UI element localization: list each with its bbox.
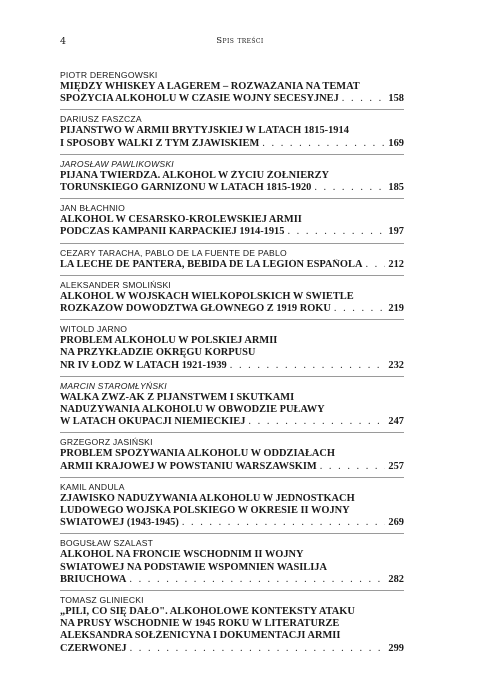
entry-page-number: 282 [388, 573, 404, 585]
entry-title-line: ŚWIATOWEJ NA PODSTAWIE WSPOMNIEŃ WASILIJA [60, 561, 327, 573]
toc-entry [60, 324, 404, 372]
entry-divider [60, 154, 404, 155]
entry-divider [60, 590, 404, 591]
entry-title-text: ARMII KRAJOWEJ W POWSTANIU WARSZAWSKIM [60, 460, 317, 472]
table-of-contents [60, 70, 404, 655]
dot-leader [320, 461, 386, 473]
page-header [60, 36, 420, 50]
entry-page-number: 219 [388, 303, 404, 315]
entry-page-number: 247 [388, 416, 404, 428]
entry-page-number: 185 [388, 182, 404, 194]
entry-title-text: PODCZAS KAMPANII KARPACKIEJ 1914-1915 [60, 226, 285, 238]
entry-divider [60, 432, 404, 433]
entry-author: DARIUSZ FASZCZA [60, 114, 142, 125]
toc-entry [60, 114, 404, 149]
entry-title-line: WALKA ZWZ-AK Z PIJAŃSTWEM I SKUTKAMI [60, 391, 295, 403]
toc-entry [60, 595, 404, 655]
entry-title-line: NADUŻYWANIA ALKOHOLU W OBWODZIE PUŁAWY [60, 404, 325, 416]
entry-title-text: NR IV ŁÓDŹ W LATACH 1921-1939 [60, 359, 227, 371]
entry-title-line: ALKOHOL NA FRONCIE WSCHODNIM II WOJNY [60, 549, 304, 561]
dot-leader [248, 416, 385, 428]
entry-title-text: LA LECHE DE PANTERA, BEBIDA DE LA LEGIÓN ESPAÑOLA [60, 258, 363, 270]
entry-title-text: ŚWIATOWEJ (1943-1945) [60, 517, 179, 529]
entry-title-line: NA PRZYKŁADZIE OKRĘGU KORPUSU [60, 347, 256, 359]
entry-author: CEZARY TARACHA, PABLO DE LA FUENTE DE PABLO [60, 247, 287, 258]
entry-divider [60, 376, 404, 377]
entry-divider [60, 533, 404, 534]
entry-divider [60, 198, 404, 199]
entry-title-line: ALKOHOL W CESARSKO-KRÓLEWSKIEJ ARMII [60, 214, 302, 226]
page-number: 4 [60, 36, 67, 47]
entry-title-line: ZJAWISKO NADUŻYWANIA ALKOHOLU W JEDNOSTKACH [60, 492, 355, 504]
dot-leader [287, 226, 385, 238]
dot-leader [182, 517, 386, 529]
running-head: Spis treści [216, 36, 264, 46]
entry-divider [60, 109, 404, 110]
entry-divider [60, 275, 404, 276]
entry-title-line [60, 182, 404, 194]
dot-leader [129, 574, 385, 586]
entry-page-number: 169 [388, 137, 404, 149]
entry-divider [60, 319, 404, 320]
entry-author: PIOTR DERENGOWSKI [60, 70, 158, 80]
entry-author: TOMASZ GLINIECKI [60, 595, 144, 606]
entry-page-number: 257 [388, 460, 404, 472]
entry-divider [60, 477, 404, 478]
entry-title-line [60, 643, 404, 655]
dot-leader [314, 182, 385, 194]
entry-page-number: 158 [388, 93, 404, 105]
toc-entry [60, 248, 404, 271]
entry-title-line [60, 138, 404, 150]
entry-title-line: PIJANA TWIERDZA. ALKOHOL W ŻYCIU ŻOŁNIERZY [60, 169, 330, 181]
entry-title-line: PROBLEM ALKOHOLU W POLSKIEJ ARMII [60, 335, 278, 347]
toc-entry [60, 159, 404, 194]
entry-title-text: I SPOSOBY WALKI Z TYM ZJAWISKIEM [60, 137, 260, 149]
dot-leader [334, 303, 386, 315]
dot-leader [365, 259, 385, 271]
entry-title-line: ALEKSANDRA SOŁŻENICYNA I DOKUMENTACJI ARMII [60, 630, 341, 642]
entry-author: BOGUSŁAW SZALAST [60, 538, 154, 549]
toc-entry [60, 203, 404, 238]
entry-page-number: 197 [388, 226, 404, 238]
entry-author: JAN BŁACHNIO [60, 203, 125, 214]
dot-leader [130, 643, 386, 655]
entry-title-line: PROBLEM SPOŻYWANIA ALKOHOLU W ODDZIAŁACH [60, 448, 336, 460]
entry-title-line: ALKOHOL W WOJSKACH WIELKOPOLSKICH W ŚWIETLE [60, 290, 354, 302]
entry-title-line [60, 517, 404, 529]
entry-page-number: 269 [388, 517, 404, 529]
entry-title-line [60, 461, 404, 473]
toc-entry [60, 482, 404, 530]
entry-title-line: „PILI, CO SIĘ DAŁO". ALKOHOLOWE KONTEKSTY ATAKU [60, 606, 355, 618]
entry-title-text: CZERWONEJ [60, 642, 127, 654]
toc-entry [60, 280, 404, 315]
entry-page-number: 212 [388, 258, 404, 270]
entry-author: JAROSŁAW PAWLIKOWSKI [60, 158, 174, 169]
entry-title-line [60, 416, 404, 428]
entry-author: KAMIL ANDULA [60, 481, 125, 492]
toc-entry [60, 70, 404, 105]
entry-title-line [60, 360, 404, 372]
entry-title-line [60, 574, 404, 586]
dot-leader [342, 93, 386, 105]
toc-entry [60, 538, 404, 586]
entry-title-line [60, 259, 404, 271]
dot-leader [262, 138, 385, 150]
entry-title-line: PIJAŃSTWO W ARMII BRYTYJSKIEJ W LATACH 1815-1914 [60, 125, 349, 137]
entry-title-line: NA PRUSY WSCHODNIE W 1945 ROKU W LITERATURZE [60, 618, 340, 630]
entry-title-line [60, 226, 404, 238]
entry-divider [60, 243, 404, 244]
entry-title-line [60, 303, 404, 315]
toc-entry [60, 381, 404, 429]
entry-title-text: TORUŃSKIEGO GARNIZONU W LATACH 1815-1920 [60, 182, 312, 194]
entry-title-line: LUDOWEGO WOJSKA POLSKIEGO W OKRESIE II WOJNY [60, 505, 350, 517]
entry-page-number: 232 [388, 359, 404, 371]
entry-title-text: ROZKAZÓW DOWÓDZTWA GŁÓWNEGO Z 1919 ROKU [60, 303, 331, 315]
dot-leader [230, 360, 386, 372]
toc-entry [60, 437, 404, 472]
entry-title-text: SPOŻYCIA ALKOHOLU W CZASIE WOJNY SECESYJNEJ [60, 93, 339, 105]
entry-title-text: W LATACH OKUPACJI NIEMIECKIEJ [60, 416, 246, 428]
entry-title-text: BRIUCHOWA [60, 573, 127, 585]
entry-author: GRZEGORZ JASIŃSKI [60, 437, 153, 448]
entry-title-line [60, 93, 404, 105]
entry-author: ALEKSANDER SMOLIŃSKI [60, 279, 171, 290]
entry-author: WITOLD JARNO [60, 324, 128, 335]
entry-page-number: 299 [388, 642, 404, 654]
entry-author: MARCIN STAROMŁYŃSKI [60, 380, 167, 391]
entry-title-line: MIĘDZY WHISKEY A LAGEREM – ROZWAŻANIA NA TEMAT [60, 81, 360, 92]
